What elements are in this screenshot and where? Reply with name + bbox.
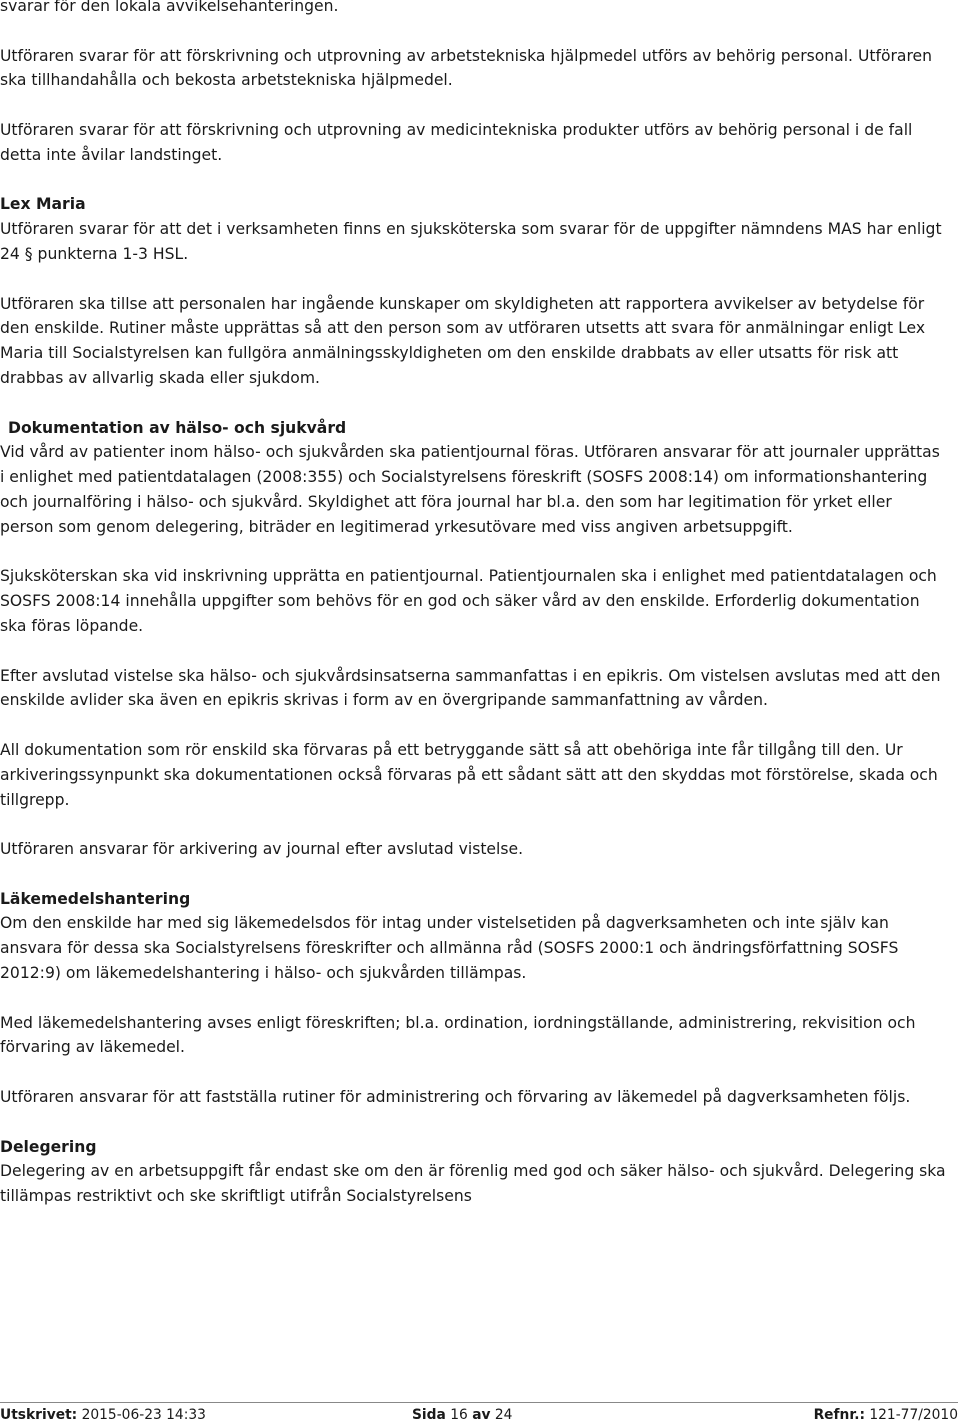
section-lakemedelshantering	[0, 887, 948, 1110]
dokumentation-paragraph-2: Sjuksköterskan ska vid inskrivning upprätta en patientjournal. Patientjournalen ska i enlighet med patientdatalagen och SOSFS 2008:14 innehålla uppgifter som behövs för en god och säker vård av den enskilde. Erforderlig dokumentation ska föras löpande.	[0, 567, 937, 635]
heading-lakemedelshantering: Läkemedelshantering	[0, 889, 191, 908]
dokumentation-paragraph-4: All dokumentation som rör enskild ska förvaras på ett betryggande sätt så att obehöriga inte får tillgång till den. Ur arkiveringssynpunkt ska dokumentationen också förvaras på ett sådant sätt att den skyddas mot förstörelse, skada och tillgrepp.	[0, 740, 938, 809]
dokumentation-paragraph-3: Efter avslutad vistelse ska hälso- och sjukvårdsinsatserna sammanfattas i en epikris. Om vistelsen avslutas med att den enskilde avlider ska även en epikris skrivas i form av en övergripande sammanfattning av vården.	[0, 666, 941, 710]
heading-lex-maria: Lex Maria	[0, 195, 86, 214]
footer-printed-label: Utskrivet:	[0, 1407, 78, 1423]
lex-maria-paragraph-2: Utföraren ska tillse att personalen har ingående kunskaper om skyldigheten att rapportera avvikelser av betydelse för den enskilde. Rutiner måste upprättas så att den person som av utföraren utsetts att svara för anmälningar enligt Lex Maria till Socialstyrelsen kan fullgöra anmälningsskyldigheten om den enskilde drabbats av eller utsatts för risk att drabbas av allvarlig skada eller sjukdom.	[0, 294, 926, 387]
section-dokumentation	[0, 416, 948, 862]
lakemedel-paragraph-2: Med läkemedelshantering avses enligt föreskriften; bl.a. ordination, iordningställande, administrering, rekvisition och förvaring av läkemedel.	[0, 1013, 916, 1057]
footer-printed	[0, 1405, 206, 1425]
footer-printed-value: 2015-06-23 14:33	[81, 1407, 206, 1423]
footer-ref-value: 121-77/2010	[869, 1407, 958, 1423]
paragraph-avvikelse: svarar för den lokala avvikelsehanteringen.	[0, 0, 339, 15]
lakemedel-paragraph-3: Utföraren ansvarar för att fastställa rutiner för administrering och förvaring av läkemedel på dagverksamheten följs.	[0, 1088, 911, 1107]
section-lex-maria	[0, 192, 948, 390]
heading-delegering: Delegering	[0, 1137, 97, 1156]
lakemedel-paragraph-1: Om den enskilde har med sig läkemedelsdos för intag under vistelsetiden på dagverksamheten och inte själv kan ansvara för dessa ska Socialstyrelsens föreskrifter och allmänna råd (SOSFS 2000:1 och ändringsförfattning SOSFS 2012:9) om läkemedelshantering i hälso- och sjukvården tillämpas.	[0, 914, 899, 983]
paragraph-medicintekniska: Utföraren svarar för att förskrivning och utprovning av medicintekniska produkter utförs av behörig personal i de fall detta inte åvilar landstinget.	[0, 120, 913, 164]
lex-maria-paragraph-1: Utföraren svarar för att det i verksamheten finns en sjuksköterska som svarar för de uppgifter nämndens MAS har enligt 24 § punkterna 1-3 HSL.	[0, 220, 942, 263]
dokumentation-paragraph-1: Vid vård av patienter inom hälso- och sjukvården ska patientjournal föras. Utföraren ansvarar för att journaler upprättas i enlighet med patientdatalagen (2008:355) och Socialstyrelsens föreskrift (SOSFS 2008:14) om informationshantering och journalföring i hälso- och sjukvård. Skyldighet att föra journal har bl.a. den som har legitimation för yrket eller person som genom delegering, biträder en legitimerad yrkesutövare med viss angiven arbetsuppgift.	[0, 443, 940, 536]
page-footer	[0, 1402, 958, 1423]
footer-page-of: av	[472, 1407, 491, 1423]
footer-ref-label: Refnr.:	[813, 1407, 865, 1423]
delegering-paragraph-1: Delegering av en arbetsuppgift får endast ske om den är förenlig med god och säker hälso- och sjukvård. Delegering ska tillämpas restriktivt och ske skriftligt utifrån Socialstyrelsens	[0, 1162, 946, 1206]
footer-page-current: 16	[450, 1407, 468, 1423]
section-delegering	[0, 1135, 948, 1209]
heading-dokumentation: Dokumentation av hälso- och sjukvård	[8, 418, 347, 437]
paragraph-arbetstekniska: Utföraren svarar för att förskrivning och utprovning av arbetstekniska hjälpmedel utförs av behörig personal. Utföraren ska tillhandahålla och bekosta arbetstekniska hjälpmedel.	[0, 46, 933, 90]
footer-page-label: Sida	[412, 1407, 446, 1423]
footer-reference	[814, 1405, 958, 1425]
footer-page-number	[412, 1405, 512, 1425]
dokumentation-paragraph-5: Utföraren ansvarar för arkivering av journal efter avslutad vistelse.	[0, 840, 524, 859]
footer-page-total: 24	[494, 1407, 513, 1423]
